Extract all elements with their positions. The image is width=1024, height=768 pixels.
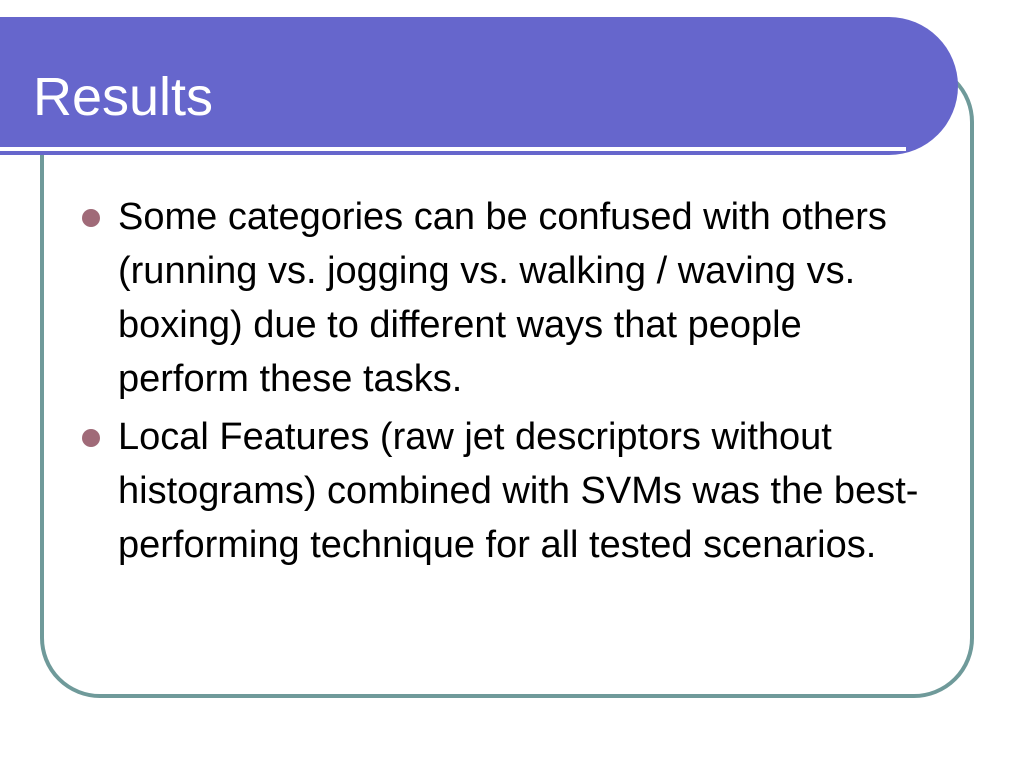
title-bar: [0, 17, 958, 155]
bullet-dot-icon: [82, 429, 100, 447]
bullet-text: Local Features (raw jet descriptors without histograms) combined with SVMs was the best-performing technique for all tested scenarios.: [118, 416, 919, 566]
slide-title: Results: [33, 67, 214, 127]
bullet-item: [82, 190, 942, 406]
bullet-text: Some categories can be confused with others (running vs. jogging vs. walking / waving vs. boxing) due to different ways that people perform these tasks.: [118, 196, 887, 400]
bullet-list: [82, 190, 942, 576]
bullet-item: [82, 410, 942, 572]
title-underline: [0, 147, 906, 151]
bullet-dot-icon: [82, 209, 100, 227]
